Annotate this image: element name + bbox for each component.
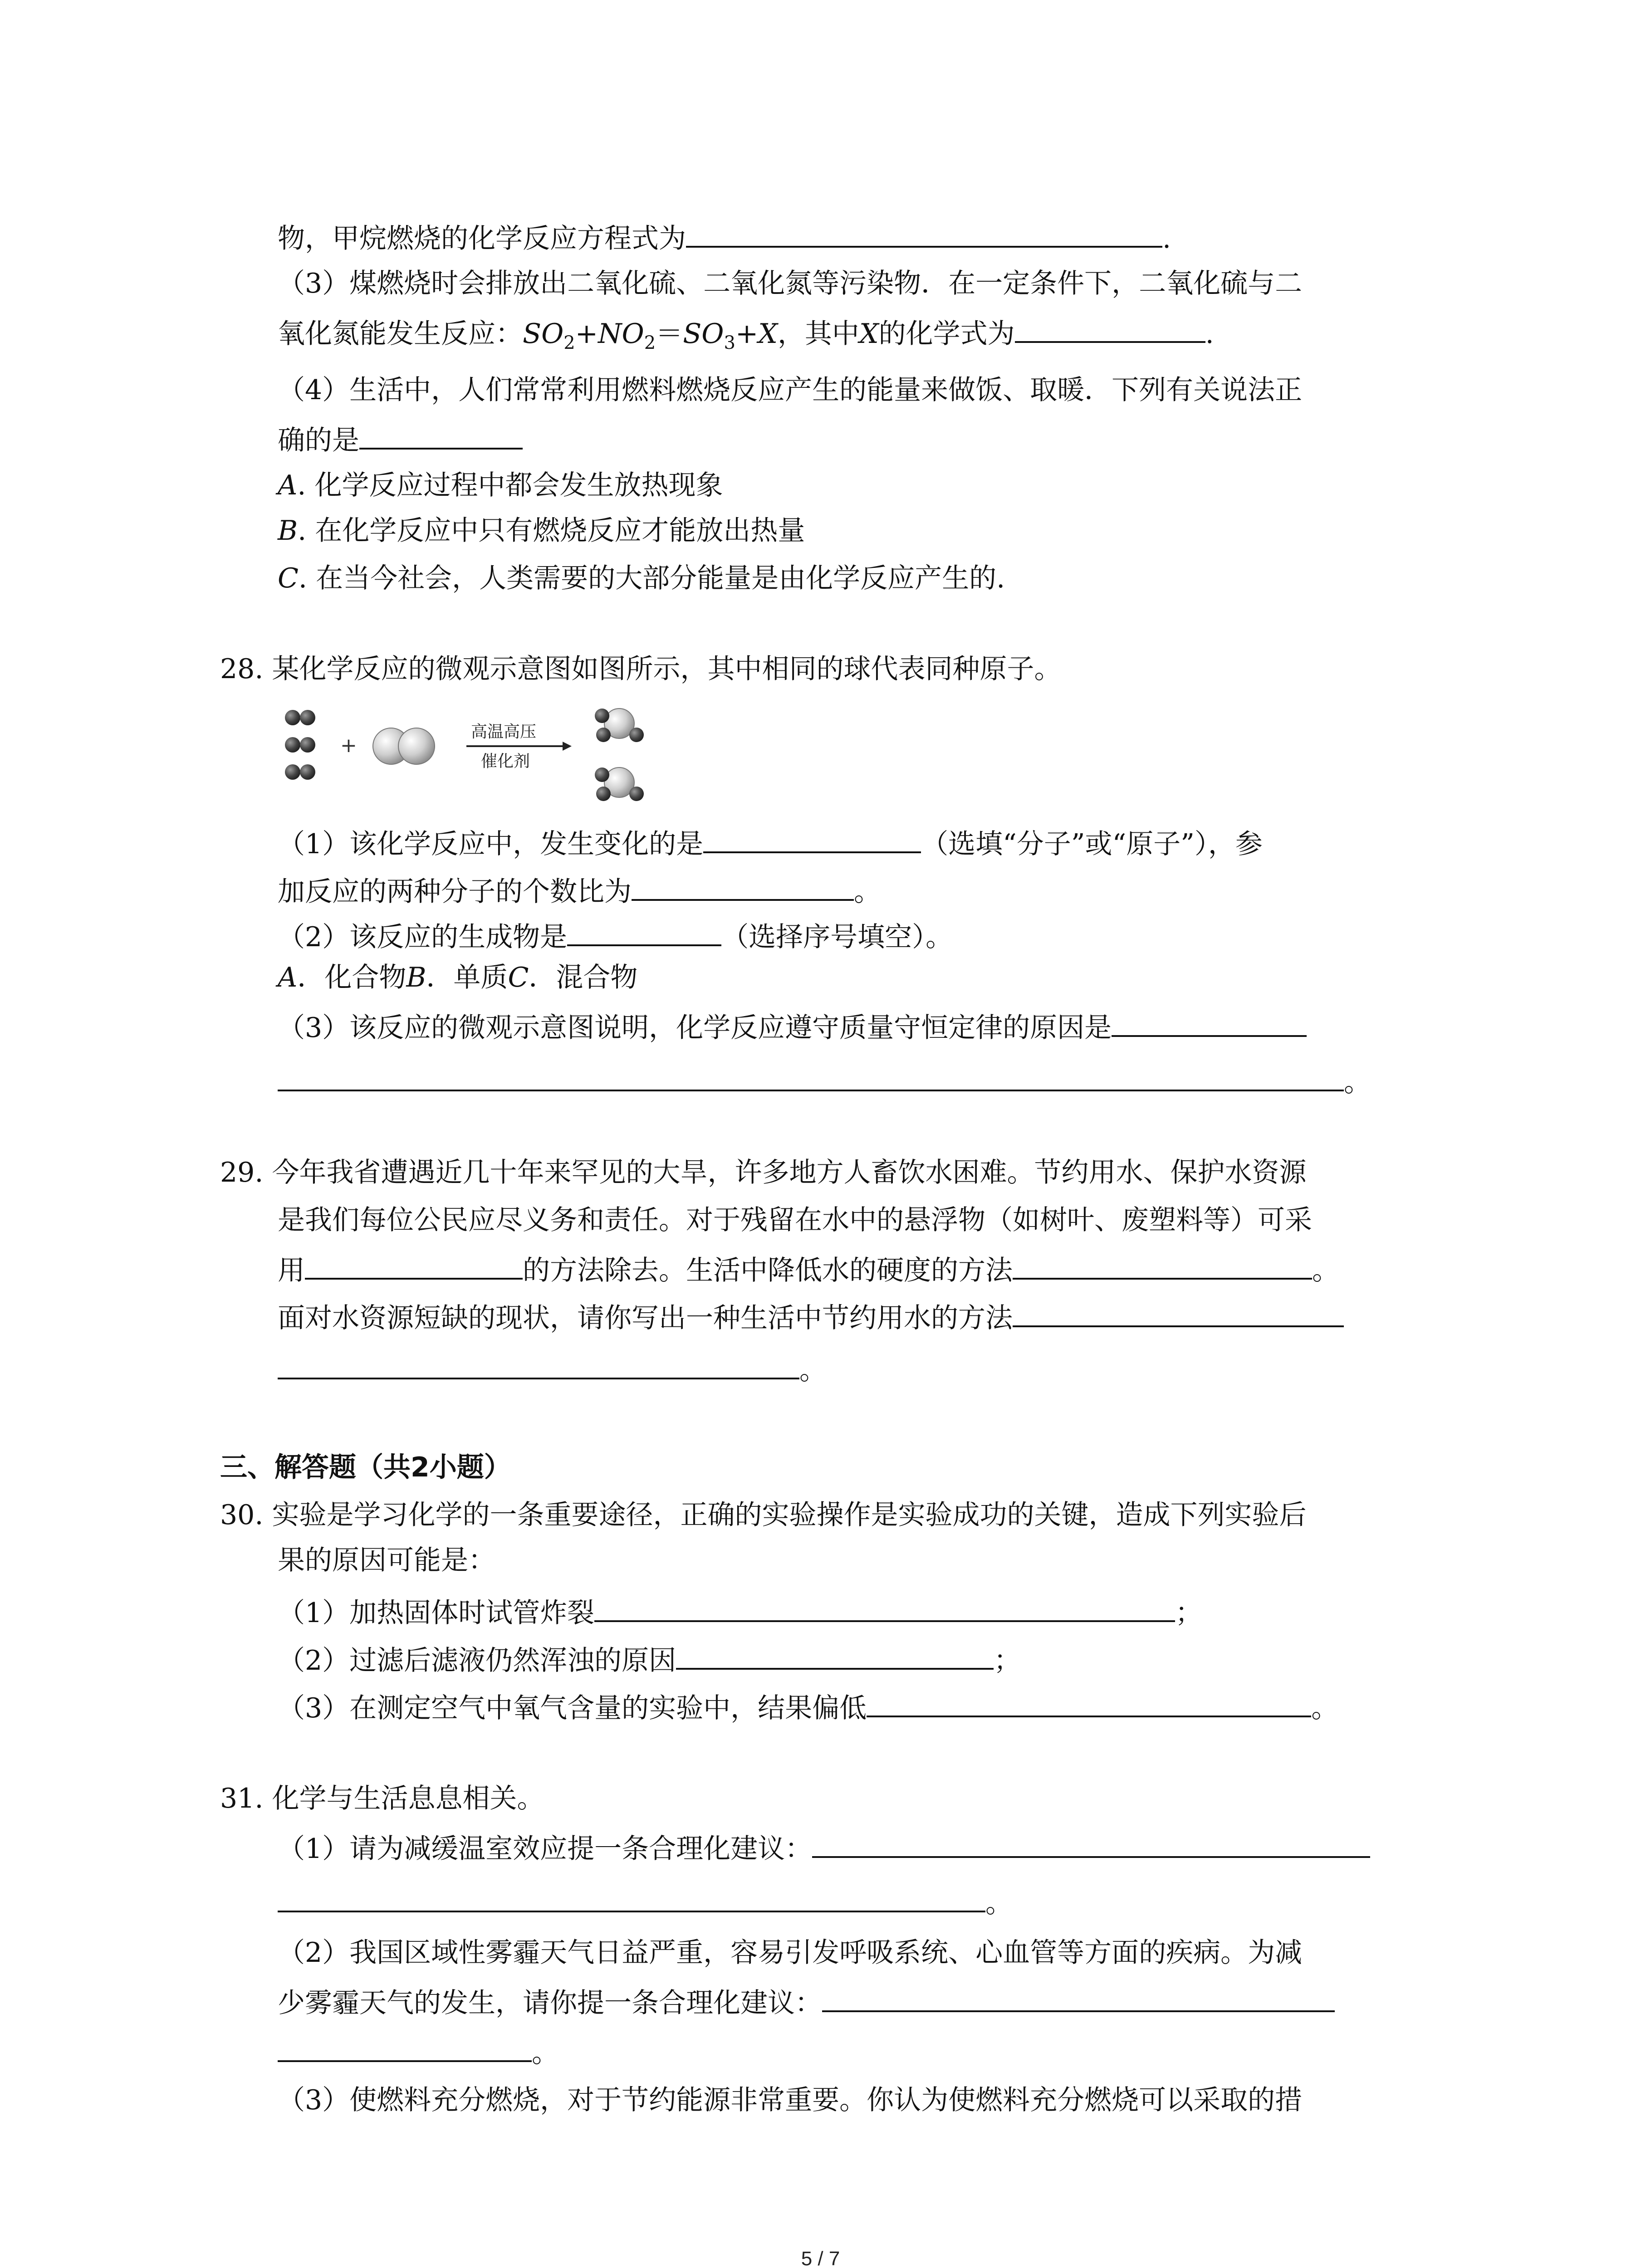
answer-blank-reason-2[interactable]: [278, 1061, 1344, 1091]
q31-part1: （1）请为减缓温室效应提一条合理化建议：: [278, 1828, 1370, 1867]
condition-top: 高温高压: [471, 723, 537, 741]
q28-part2: （2）该反应的生成物是 （选择序号填空）。: [278, 916, 953, 955]
q28-part1-line1: （1）该化学反应中，发生变化的是 （选填“分子”或“原子”），参: [278, 823, 1263, 862]
q29-line1: 29. 今年我省遭遇近几十年来罕见的大旱，许多地方人畜饮水困难。节约用水、保护水资源: [220, 1157, 1307, 1188]
q31-part1-line2: 。: [278, 1882, 1013, 1921]
answer-blank-smog-1[interactable]: [822, 1982, 1335, 2012]
q28-part1-line2: 加反应的两种分子的个数比为 。: [278, 871, 881, 910]
reactant-dark-molecules: [285, 710, 315, 780]
q30-line1: 30. 实验是学习化学的一条重要途径，正确的实验操作是实验成功的关键，造成下列实验后: [220, 1499, 1307, 1531]
page-number: 5 / 7: [801, 2248, 840, 2268]
q27-option-b: B. 在化学反应中只有燃烧反应才能放出热量: [278, 515, 805, 547]
q30-part2: （2）过滤后滤液仍然浑浊的原因 ；: [278, 1640, 1021, 1679]
q27-line5: 确的是: [278, 420, 523, 459]
q31-part2-line3: 。: [278, 2032, 559, 2071]
q29-line3: 用 的方法除去。生活中降低水的硬度的方法 。: [278, 1250, 1339, 1289]
q28-part3: （3）该反应的微观示意图说明，化学反应遵守质量守恒定律的原因是: [278, 1007, 1307, 1046]
answer-blank-ratio[interactable]: [632, 871, 854, 901]
q28-part3-line2: 。: [278, 1061, 1371, 1100]
product-molecule-1: [595, 709, 644, 742]
q30-part3: （3）在测定空气中氧气含量的实验中，结果偏低 。: [278, 1687, 1338, 1726]
answer-blank-softening[interactable]: [1013, 1250, 1312, 1280]
answer-blank-oxygen-low[interactable]: [867, 1687, 1311, 1717]
answer-blank-product[interactable]: [567, 916, 721, 946]
q30-line2: 果的原因可能是：: [278, 1545, 495, 1576]
answer-blank-smog-2[interactable]: [278, 2032, 532, 2062]
q27-line2: （3）煤燃烧时会排放出二氧化硫、二氧化氮等污染物．在一定条件下，二氧化硫与二: [278, 268, 1303, 299]
q27-line3: 氧化氮能发生反应：$SO_2+NO_2=SO_3+X$，其中X的化学式为 .: [278, 313, 1214, 361]
plus-sign: +: [340, 734, 357, 757]
answer-blank-molecule-atom[interactable]: [703, 823, 921, 853]
answer-blank-saving-2[interactable]: [278, 1349, 799, 1379]
q29-line2: 是我们每位公民应尽义务和责任。对于残留在水中的悬浮物（如树叶、废塑料等）可采: [278, 1204, 1312, 1236]
q30-part1: （1）加热固体时试管炸裂 ；: [278, 1592, 1202, 1631]
q29-line4: 面对水资源短缺的现状，请你写出一种生活中节约用水的方法: [278, 1297, 1344, 1336]
q31-stem: 31. 化学与生活息息相关。: [220, 1783, 544, 1814]
reaction-diagram: [272, 699, 681, 816]
answer-blank-saving-1[interactable]: [1013, 1297, 1344, 1327]
answer-blank-equation[interactable]: [686, 218, 1162, 248]
condition-bottom: 催化剂: [481, 752, 530, 771]
q31-part2-line2: 少雾霾天气的发生，请你提一条合理化建议：: [278, 1982, 1335, 2021]
q28-part2-options: A．化合物B．单质C．混合物: [278, 962, 638, 993]
section-title: 三、解答题（共2小题）: [220, 1452, 511, 1483]
answer-blank-greenhouse-2[interactable]: [278, 1882, 985, 1912]
answer-blank-formula[interactable]: [1015, 313, 1205, 343]
answer-blank-greenhouse-1[interactable]: [812, 1828, 1370, 1858]
answer-blank-reason-1[interactable]: [1112, 1007, 1307, 1037]
q29-line5: 。: [278, 1349, 827, 1388]
answer-blank-choice[interactable]: [359, 420, 523, 450]
q27-option-a: A. 化学反应过程中都会发生放热现象: [278, 469, 723, 501]
q31-part3: （3）使燃料充分燃烧，对于节约能源非常重要。你认为使燃料充分燃烧可以采取的措: [278, 2084, 1303, 2116]
q27-option-c: C. 在当今社会，人类需要的大部分能量是由化学反应产生的.: [278, 562, 1005, 594]
q31-part2-line1: （2）我国区域性雾霾天气日益严重，容易引发呼吸系统、心血管等方面的疾病。为减: [278, 1937, 1303, 1969]
answer-blank-tube-crack[interactable]: [594, 1592, 1175, 1622]
q27-line4: （4）生活中，人们常常利用燃料燃烧反应产生的能量来做饭、取暖．下列有关说法正: [278, 374, 1303, 406]
q27-line1: 物，甲烷燃烧的化学反应方程式为 .: [278, 218, 1171, 257]
product-molecule-2: [595, 767, 644, 801]
answer-blank-filter[interactable]: [305, 1250, 523, 1280]
reactant-light-molecule: [373, 728, 435, 764]
q28-stem: 28. 某化学反应的微观示意图如图所示，其中相同的球代表同种原子。: [220, 653, 1062, 685]
answer-blank-filter-turbid[interactable]: [676, 1640, 994, 1670]
